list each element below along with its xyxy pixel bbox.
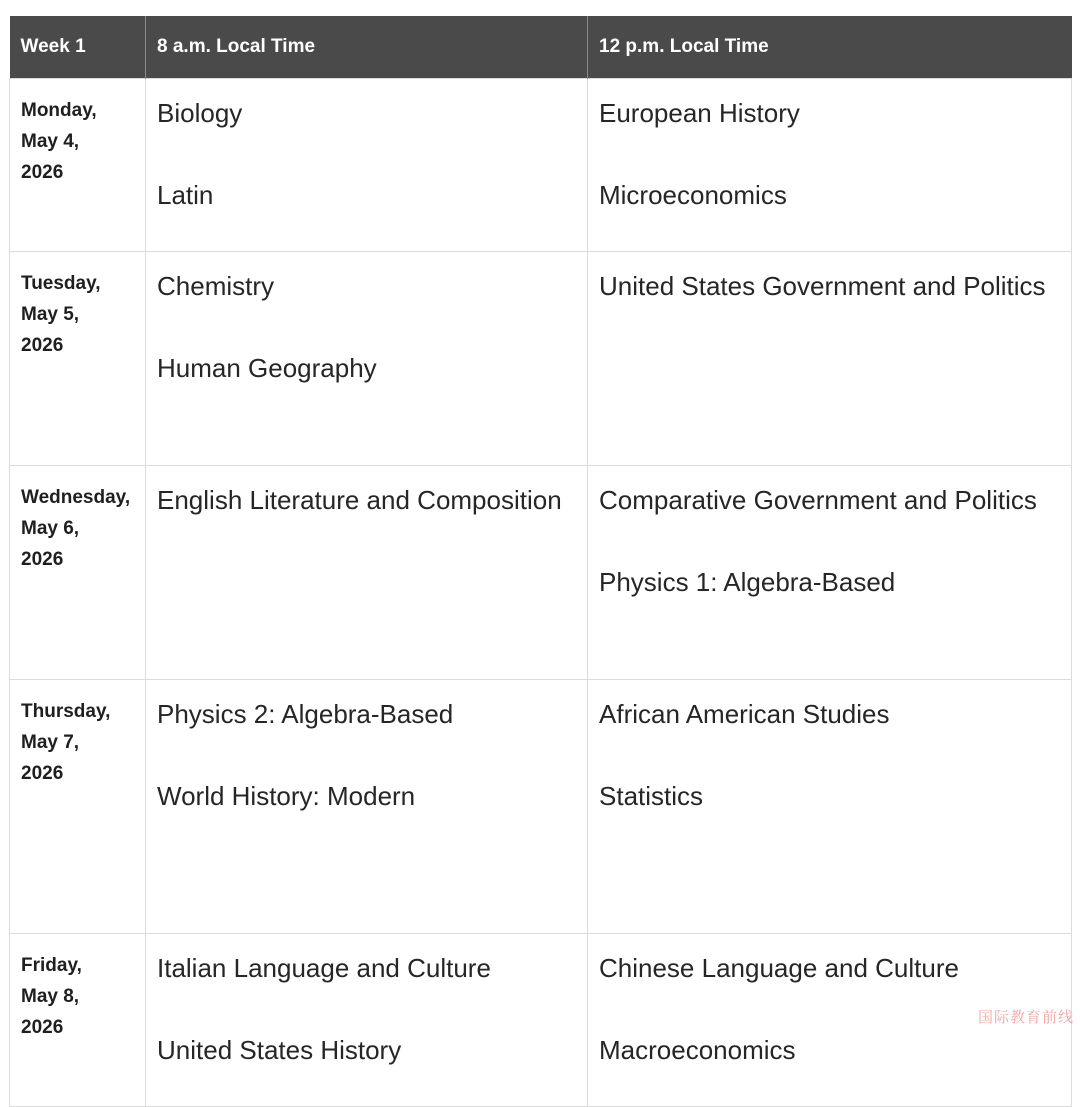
day-weekday: Tuesday, <box>21 273 101 294</box>
day-date: May 6, <box>21 518 80 539</box>
header-morning-session: 8 a.m. Local Time <box>146 16 588 79</box>
exam-item: United States History <box>157 1035 402 1065</box>
day-date: May 5, <box>21 304 80 325</box>
watermark: 国际教育前线 <box>977 1009 1074 1026</box>
exam-item: European History <box>599 98 800 128</box>
exam-list <box>599 480 1071 603</box>
exam-item: United States Government and Politics <box>599 271 1046 301</box>
table-row <box>10 680 1072 934</box>
table-body <box>10 79 1072 1107</box>
morning-exams-cell <box>146 79 588 252</box>
exam-item: Physics 1: Algebra-Based <box>599 567 896 597</box>
day-date: May 7, <box>21 732 80 753</box>
header-afternoon-session: 12 p.m. Local Time <box>588 16 1072 79</box>
morning-exams-cell <box>146 934 588 1107</box>
exam-list <box>157 480 587 521</box>
exam-list <box>599 694 1071 817</box>
exam-item: Human Geography <box>157 353 377 383</box>
exam-item: African American Studies <box>599 699 890 729</box>
exam-item: Italian Language and Culture <box>157 953 491 983</box>
exam-list <box>157 266 587 389</box>
table-row <box>10 934 1072 1107</box>
day-weekday: Wednesday, <box>21 487 131 508</box>
exam-item: Comparative Government and Politics <box>599 485 1037 515</box>
day-year: 2026 <box>21 162 64 183</box>
day-cell <box>10 934 146 1107</box>
day-cell <box>10 466 146 680</box>
afternoon-exams-cell <box>588 252 1072 466</box>
day-weekday: Thursday, <box>21 701 111 722</box>
exam-item: Chemistry <box>157 271 275 301</box>
exam-item: English Literature and Composition <box>157 485 562 515</box>
day-weekday: Friday, <box>21 955 82 976</box>
exam-list <box>599 93 1071 216</box>
morning-exams-cell <box>146 466 588 680</box>
exam-item: Physics 2: Algebra-Based <box>157 699 454 729</box>
day-year: 2026 <box>21 1017 64 1038</box>
day-cell <box>10 252 146 466</box>
exam-schedule-table <box>9 16 1072 1107</box>
exam-item: Latin <box>157 180 214 210</box>
exam-item: Microeconomics <box>599 180 787 210</box>
day-date: May 4, <box>21 131 80 152</box>
exam-list <box>157 948 587 1071</box>
day-year: 2026 <box>21 549 64 570</box>
day-cell <box>10 79 146 252</box>
table-header <box>10 16 1072 79</box>
table-row <box>10 252 1072 466</box>
header-row <box>10 16 1072 79</box>
morning-exams-cell <box>146 680 588 934</box>
afternoon-exams-cell <box>588 79 1072 252</box>
day-year: 2026 <box>21 335 64 356</box>
morning-exams-cell <box>146 252 588 466</box>
exam-item: Chinese Language and Culture <box>599 953 959 983</box>
exam-item: Macroeconomics <box>599 1035 796 1065</box>
afternoon-exams-cell <box>588 680 1072 934</box>
day-cell <box>10 680 146 934</box>
table-row <box>10 79 1072 252</box>
header-week: Week 1 <box>10 16 146 79</box>
day-year: 2026 <box>21 763 64 784</box>
exam-list <box>157 93 587 216</box>
day-date: May 8, <box>21 986 80 1007</box>
exam-list <box>599 266 1071 307</box>
exam-item: Biology <box>157 98 243 128</box>
exam-item: World History: Modern <box>157 781 416 811</box>
table-row <box>10 466 1072 680</box>
exam-list <box>157 694 587 817</box>
afternoon-exams-cell <box>588 466 1072 680</box>
day-weekday: Monday, <box>21 100 97 121</box>
exam-item: Statistics <box>599 781 704 811</box>
